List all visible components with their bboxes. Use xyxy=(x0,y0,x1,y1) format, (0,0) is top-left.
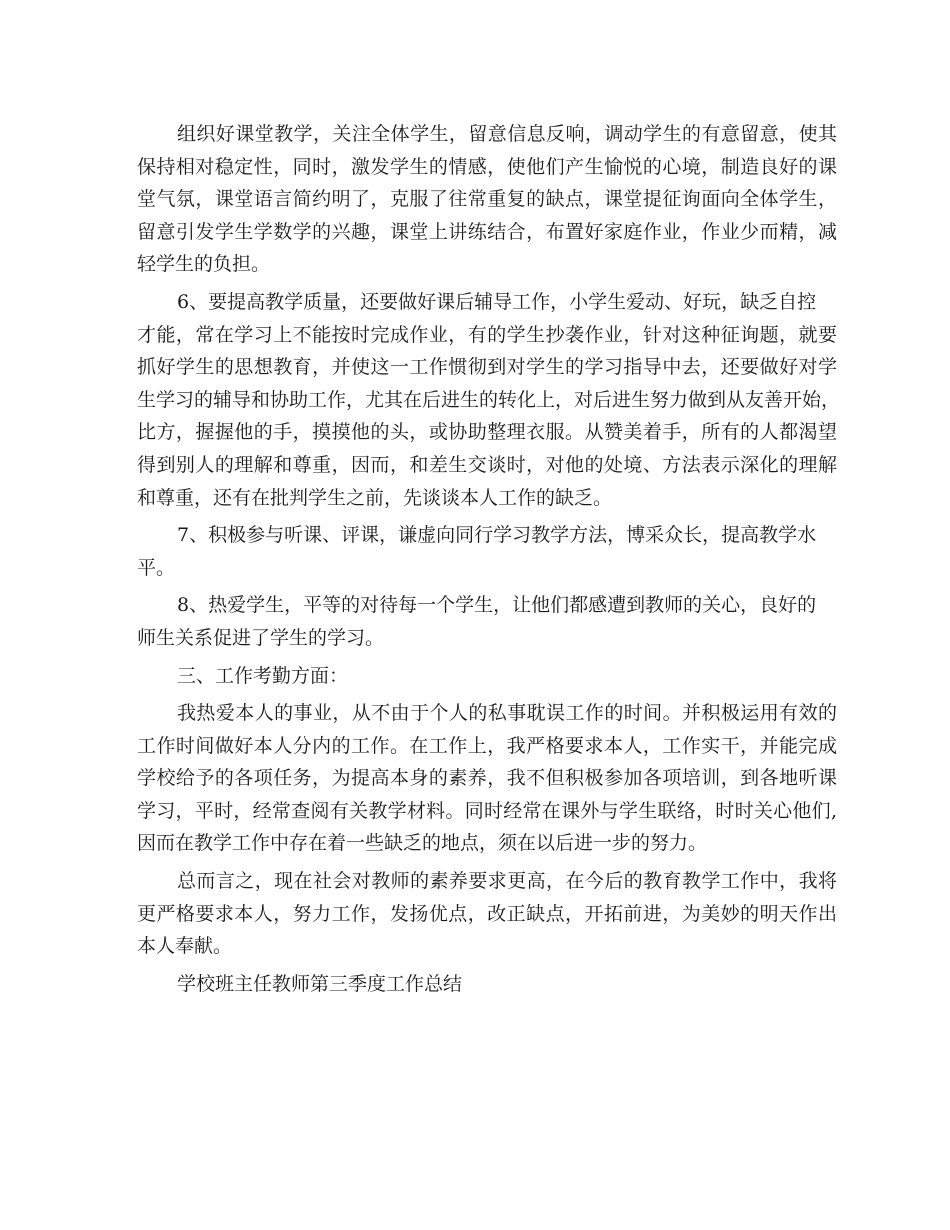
text-line: 才能，常在学习上不能按时完成作业，有的学生抄袭作业，针对这种征询题，就要 xyxy=(137,323,837,346)
text-line: 学校给予的各项任务，为提高本身的素养，我不但积极参加各项培训，到各地听课 xyxy=(137,767,837,790)
text-line: 留意引发学生学数学的兴趣，课堂上讲练结合，布置好家庭作业，作业少而精，减 xyxy=(137,220,837,243)
text-line: 堂气氛，课堂语言简约明了，克服了往常重复的缺点，课堂提征询面向全体学生， xyxy=(137,188,837,211)
text-line: 学习，平时，经常查阅有关教学材料。同时经常在课外与学生联络，时时关心他们, xyxy=(137,799,837,822)
paragraph-conclusion xyxy=(137,865,837,963)
text-line: 和尊重，还有在批判学生之前，先谈谈本人工作的缺乏。 xyxy=(137,486,613,509)
text-line: 8、热爱学生，平等的对待每一个学生，让他们都感遭到教师的关心，良好的 xyxy=(177,594,817,617)
text-line: 平。 xyxy=(137,556,176,579)
text-line: 抓好学生的思想教育，并使这一工作惯彻到对学生的学习指导中去，还要做好对学 xyxy=(137,356,837,379)
paragraph-item-6 xyxy=(137,286,841,514)
document-title: 学校班主任教师第三季度工作总结 xyxy=(177,972,463,995)
text-line: 因而在教学工作中存在着一些缺乏的地点，须在以后进一步的努力。 xyxy=(137,832,708,855)
text-line: 更严格要求本人，努力工作，发扬优点，改正缺点，开拓前进，为美妙的明天作出 xyxy=(137,902,837,925)
paragraph-attendance xyxy=(137,697,837,860)
document-body xyxy=(137,118,841,1005)
paragraph-item-8 xyxy=(137,589,837,654)
text-line: 生学习的辅导和协助工作，尤其在后进生的转化上，对后进生努力做到从友善开始， xyxy=(137,388,841,411)
text-line: 比方，握握他的手，摸摸他的头，或协助整理衣服。从赞美着手，所有的人都渴望 xyxy=(137,421,837,444)
text-line: 6、要提高教学质量，还要做好课后辅导工作，小学生爱动、好玩，缺乏自控 xyxy=(177,290,817,313)
section-heading: 三、工作考勤方面： xyxy=(177,664,349,687)
text-line: 组织好课堂教学，关注全体学生，留意信息反响，调动学生的有意留意，使其 xyxy=(177,123,837,145)
text-line: 我热爱本人的事业，从不由于个人的私事耽误工作的时间。并积极运用有效的 xyxy=(177,702,837,725)
text-line: 本人奉献。 xyxy=(137,935,233,958)
text-line: 师生关系促进了学生的学习。 xyxy=(137,626,385,649)
text-line: 工作时间做好本人分内的工作。在工作上，我严格要求本人，工作实干，并能完成 xyxy=(137,734,837,757)
text-line: 7、积极参与听课、评课，谦虚向同行学习教学方法，博采众长，提高教学水 xyxy=(177,524,817,547)
text-line: 得到别人的理解和尊重，因而，和差生交谈时，对他的处境、方法表示深化的理解 xyxy=(137,453,837,476)
text-line: 保持相对稳定性，同时，激发学生的情感，使他们产生愉悦的心境，制造良好的课 xyxy=(137,155,837,178)
paragraph-classroom-teaching xyxy=(137,118,837,281)
text-line: 总而言之，现在社会对教师的素养要求更高，在今后的教育教学工作中，我将 xyxy=(177,870,837,893)
text-line: 轻学生的负担。 xyxy=(137,253,271,276)
next-document-title xyxy=(137,968,837,1001)
paragraph-item-7 xyxy=(137,519,837,584)
section-heading-attendance xyxy=(137,660,837,693)
